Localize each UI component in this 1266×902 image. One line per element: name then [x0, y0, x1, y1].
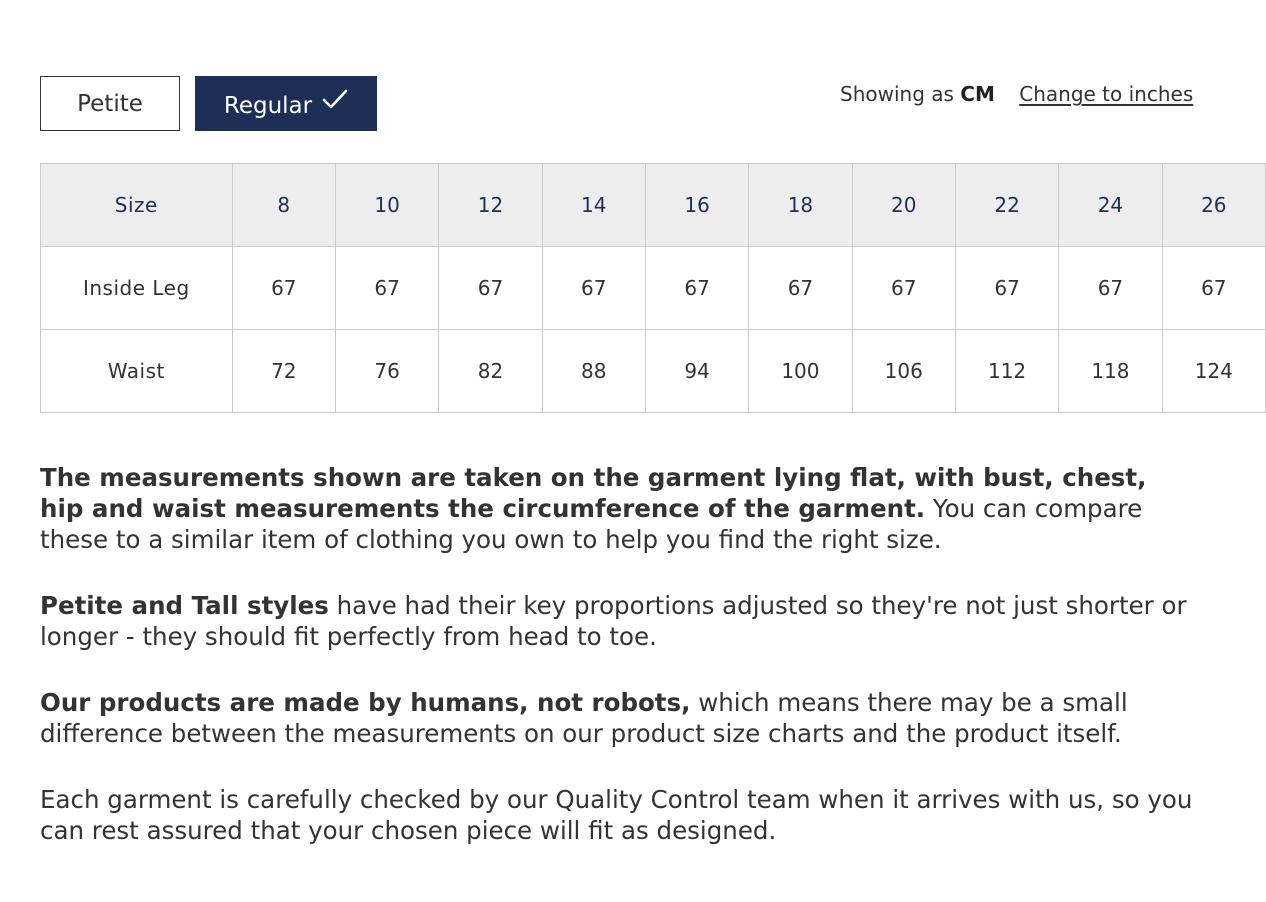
- table-cell: 94: [645, 330, 748, 413]
- info-text-measurements: You can compare these to a similar item of clothing you own to help you find the right size.: [40, 494, 1143, 554]
- size-header-cell: 18: [749, 164, 852, 247]
- size-header-cell: 24: [1059, 164, 1162, 247]
- showing-as-text: Showing as: [840, 82, 954, 106]
- info-text-quality: Each garment is carefully checked by our Quality Control team when it arrives with us, so you can rest assured that your chosen piece will fit as designed.: [40, 785, 1193, 845]
- petite-button[interactable]: [40, 76, 180, 131]
- info-bold-humans: Our products are made by humans, not robots,: [40, 688, 691, 717]
- size-header-cell: 22: [955, 164, 1058, 247]
- size-info: [40, 462, 1195, 881]
- table-cell: 67: [1059, 247, 1162, 330]
- size-header-cell: 14: [542, 164, 645, 247]
- change-to-inches-link[interactable]: Change to inches: [1019, 82, 1194, 106]
- info-paragraph-measurements: [40, 462, 1195, 555]
- fit-toggle: [40, 76, 377, 131]
- petite-label: Petite: [77, 90, 143, 117]
- table-cell: 72: [232, 330, 335, 413]
- table-cell: 67: [439, 247, 542, 330]
- unit-switcher: [840, 82, 1193, 106]
- size-table: [40, 163, 1266, 413]
- size-table-container[interactable]: [40, 163, 1233, 413]
- info-bold-petite-tall: Petite and Tall styles: [40, 591, 329, 620]
- table-cell: 67: [232, 247, 335, 330]
- check-icon: [322, 88, 348, 110]
- size-header-cell: 10: [335, 164, 438, 247]
- table-cell: 100: [749, 330, 852, 413]
- info-paragraph-quality: [40, 784, 1195, 846]
- table-cell: 124: [1162, 330, 1265, 413]
- table-cell: 67: [542, 247, 645, 330]
- size-header-cell: 8: [232, 164, 335, 247]
- table-row: [41, 330, 1266, 413]
- current-unit: CM: [960, 82, 995, 106]
- row-label: Waist: [41, 330, 233, 413]
- table-cell: 112: [955, 330, 1058, 413]
- table-cell: 118: [1059, 330, 1162, 413]
- table-cell: 106: [852, 330, 955, 413]
- size-header-cell: 16: [645, 164, 748, 247]
- regular-label: Regular: [223, 92, 313, 119]
- size-header-cell: 26: [1162, 164, 1265, 247]
- size-header-cell: 12: [439, 164, 542, 247]
- table-header-row: [41, 164, 1266, 247]
- table-cell: 67: [852, 247, 955, 330]
- table-cell: 67: [1162, 247, 1265, 330]
- regular-button[interactable]: [195, 76, 377, 131]
- table-cell: 76: [335, 330, 438, 413]
- table-cell: 67: [645, 247, 748, 330]
- row-label: Inside Leg: [41, 247, 233, 330]
- size-header-cell: 20: [852, 164, 955, 247]
- table-row: [41, 247, 1266, 330]
- info-text-humans: which means there may be a small difference between the measurements on our product size charts and the product itself.: [40, 688, 1128, 748]
- table-cell: 67: [335, 247, 438, 330]
- info-paragraph-petite-tall: [40, 590, 1195, 652]
- table-cell: 88: [542, 330, 645, 413]
- info-bold-measurements: The measurements shown are taken on the garment lying flat, with bust, chest, hip and waist measurements the circumference of the garment.: [40, 463, 1147, 523]
- table-cell: 67: [749, 247, 852, 330]
- info-paragraph-humans: [40, 687, 1195, 749]
- info-text-petite-tall: have had their key proportions adjusted so they're not just shorter or longer - they should fit perfectly from head to toe.: [40, 591, 1187, 651]
- row-label: Size: [41, 164, 233, 247]
- table-cell: 82: [439, 330, 542, 413]
- table-cell: 67: [955, 247, 1058, 330]
